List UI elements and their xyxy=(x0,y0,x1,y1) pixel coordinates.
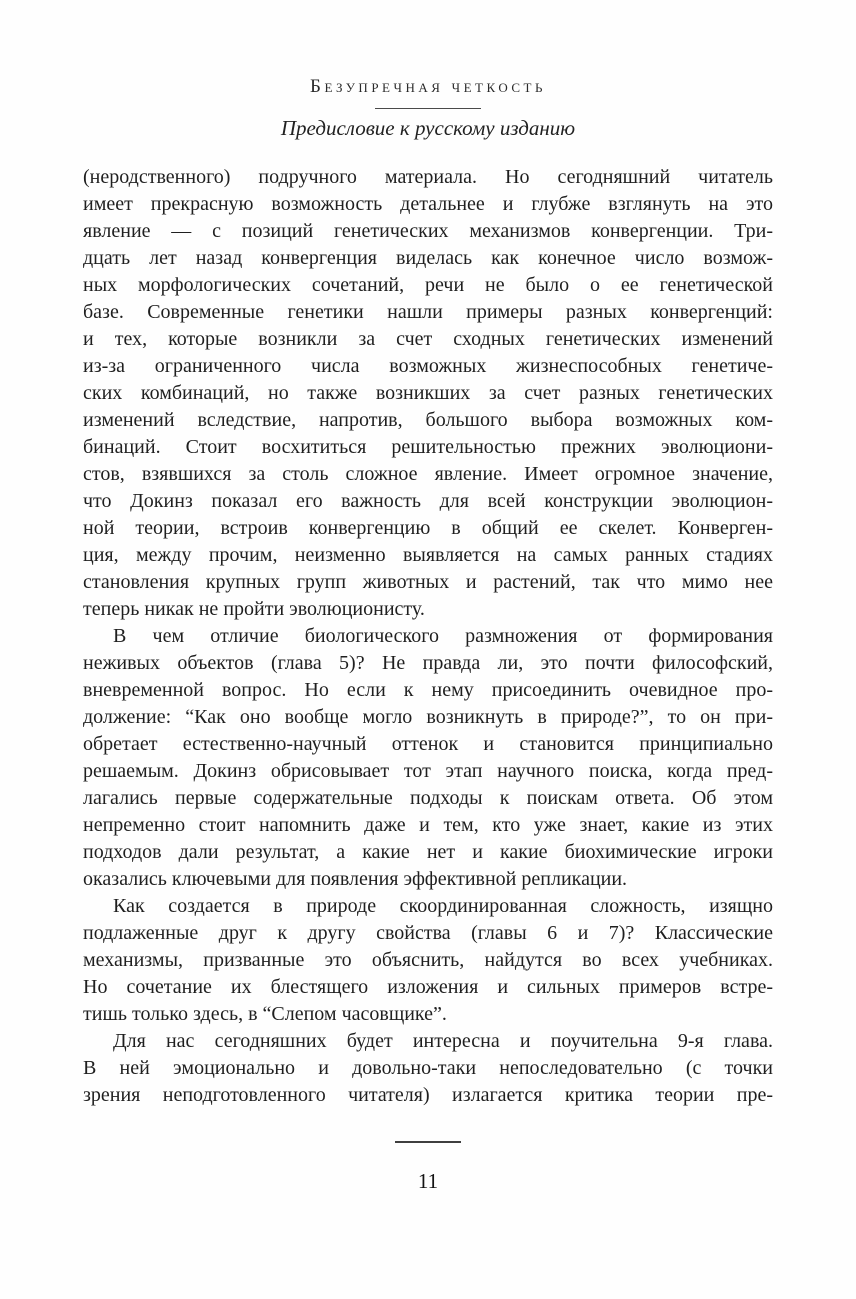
text-line: и тех, которые возникли за счет сходных генетических изменений xyxy=(83,328,773,350)
body-text xyxy=(83,164,773,1109)
text-line: В чем отличие биологического размножения от формирования xyxy=(113,625,773,647)
chapter-subtitle: Предисловие к русскому изданию xyxy=(280,116,576,140)
text-line: зрения неподготовленного читателя) излагается критика теории пре- xyxy=(83,1084,773,1106)
page-number: 11 xyxy=(417,1169,439,1193)
text-line: неживых объектов (глава 5)? Не правда ли, это почти философский, xyxy=(83,652,773,674)
text-line: Как создается в природе скоординированная сложность, изящно xyxy=(113,895,773,917)
text-line: что Докинз показал его важность для всей конструкции эволюцион- xyxy=(83,490,773,512)
text-line: (неродственного) подручного материала. Но сегодняшний читатель xyxy=(83,166,773,188)
text-line: вневременной вопрос. Но если к нему присоединить очевидное про- xyxy=(83,679,773,701)
text-line: Для нас сегодняшних будет интересна и поучительна 9-я глава. xyxy=(113,1030,773,1052)
text-line: решаемым. Докинз обрисовывает тот этап научного поиска, когда пред- xyxy=(83,760,773,782)
header-divider xyxy=(375,108,481,109)
paragraph xyxy=(83,893,773,1028)
running-head-title: Безупречная четкость xyxy=(310,76,546,97)
text-line: ция, между прочим, неизменно выявляется на самых ранных стадиях xyxy=(83,544,773,566)
text-line: обретает естественно-научный оттенок и становится принципиально xyxy=(83,733,773,755)
text-line: из-за ограниченного числа возможных жизнеспособных генетиче- xyxy=(83,355,773,377)
text-line: бинаций. Стоит восхититься решительностью прежних эволюциони- xyxy=(83,436,773,458)
text-line: ских комбинаций, но также возникших за счет разных генетических xyxy=(83,382,773,404)
text-line: непременно стоит напомнить даже и тем, кто уже знает, какие из этих xyxy=(83,814,773,836)
text-line: В ней эмоционально и довольно-таки непоследовательно (с точки xyxy=(83,1057,773,1079)
text-line: подходов дали результат, а какие нет и какие биохимические игроки xyxy=(83,841,773,863)
text-line: ной теории, встроив конвергенцию в общий ее скелет. Конверген- xyxy=(83,517,773,539)
text-line: становления крупных групп животных и растений, так что мимо нее xyxy=(83,571,773,593)
text-line: явление — с позиций генетических механизмов конвергенции. Три- xyxy=(83,220,773,242)
text-line: механизмы, призванные это объяснить, найдутся во всех учебниках. xyxy=(83,949,773,971)
text-line: должение: “Как оно вообще могло возникнуть в природе?”, то он при- xyxy=(83,706,773,728)
paragraph xyxy=(83,623,773,893)
text-line: лагались первые содержательные подходы к поискам ответа. Об этом xyxy=(83,787,773,809)
text-line: изменений вследствие, напротив, большого выбора возможных ком- xyxy=(83,409,773,431)
text-line: дцать лет назад конвергенция виделась как конечное число возмож- xyxy=(83,247,773,269)
text-line: подлаженные друг к другу свойства (главы 6 и 7)? Классические xyxy=(83,922,773,944)
paragraph xyxy=(83,1028,773,1109)
text-line: стов, взявшихся за столь сложное явление. Имеет огромное значение, xyxy=(83,463,773,485)
paragraph xyxy=(83,164,773,623)
text-line: оказались ключевыми для появления эффективной репликации. xyxy=(83,868,628,890)
text-line: базе. Современные генетики нашли примеры разных конвергенций: xyxy=(83,301,773,323)
text-line: тишь только здесь, в “Слепом часовщике”. xyxy=(83,1003,447,1025)
running-head xyxy=(0,0,856,98)
text-line: теперь никак не пройти эволюционисту. xyxy=(83,598,425,620)
text-line: имеет прекрасную возможность детальнее и глубже взглянуть на это xyxy=(83,193,773,215)
footer-divider xyxy=(395,1141,461,1143)
text-line: Но сочетание их блестящего изложения и сильных примеров встре- xyxy=(83,976,773,998)
text-line: ных морфологических сочетаний, речи не было о ее генетической xyxy=(83,274,773,296)
